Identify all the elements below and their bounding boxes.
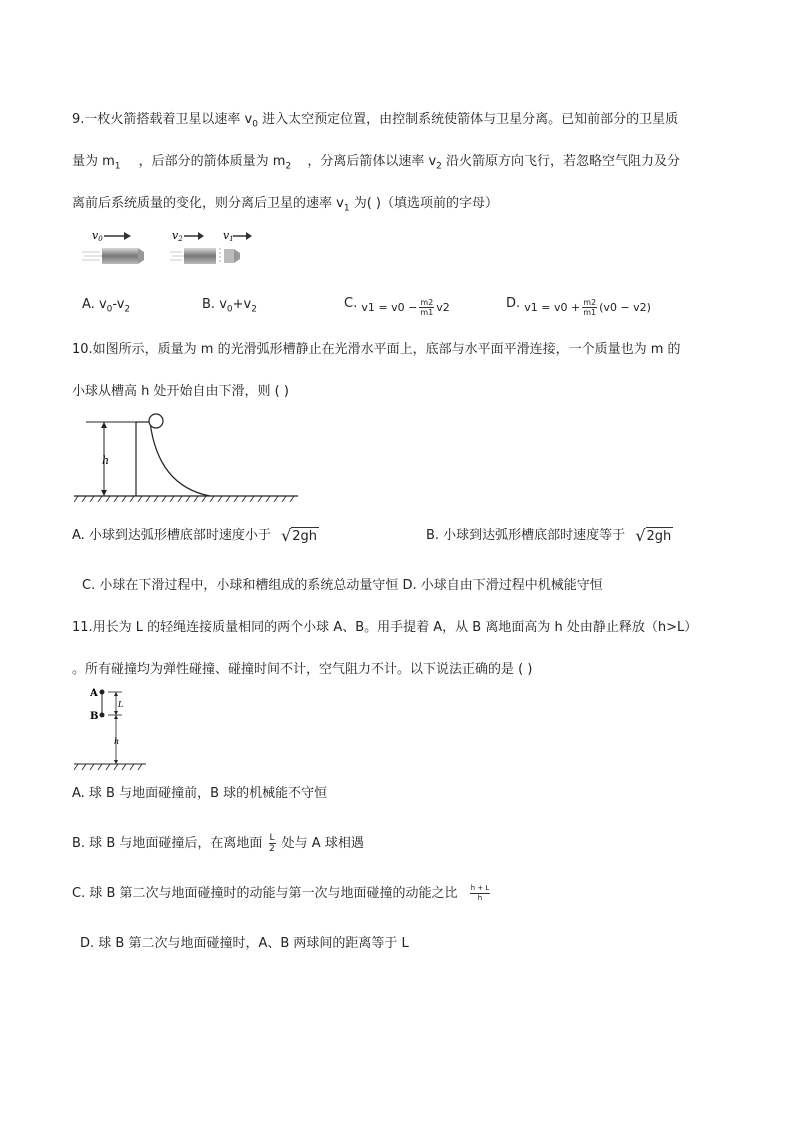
q10-option-a[interactable]: A. 小球到达弧形槽底部时速度小于 √ 2gh — [72, 526, 318, 545]
q9-line2 — [72, 150, 680, 172]
q9-rocket-figure — [78, 226, 264, 272]
q9-m1-sub: 1 — [114, 161, 121, 172]
q9-line1 — [72, 108, 678, 130]
q11-balls-figure — [74, 682, 150, 774]
q11-option-c[interactable]: C. 球 B 第二次与地面碰撞时的动能与第一次与地面碰撞的动能之比 $\frac{h + L}{h}$ — [72, 884, 490, 902]
q11-option-b[interactable]: B. 球 B 与地面碰撞后，在离地面 $\frac{L}{2}$ 处与 A 球相遇 — [72, 833, 364, 854]
rocket-before-separation — [82, 229, 144, 264]
q9-v2-sub: 2 — [436, 161, 442, 172]
q11-l-label: L — [118, 700, 124, 709]
q9-line1-text-b: 进入太空预定位置，由控制系统使箭体与卫星分离。已知前部分的卫星质 — [257, 112, 679, 127]
v1-label: v1 — [223, 229, 234, 243]
q9-line1-text-a: 9.一枚火箭搭载着卫星以速率 v — [72, 112, 253, 127]
v0-label: v0 — [92, 229, 103, 243]
v2-label: v2 — [172, 229, 183, 243]
q9-line2-text-b: ，后部分的箭体质量为 m — [138, 154, 286, 169]
q9-option-a[interactable]: A. $v_0-v_2$ — [82, 297, 131, 315]
q9-option-d[interactable]: D. $_{v1 = v0 +}$ $\frac{m2}{m1}$ $_{(v0 - v2)}$ — [506, 296, 651, 317]
q10-line1: 10.如图所示，质量为 m 的光滑弧形槽静止在光滑水平面上，底部与水平面平滑连接，一个质量也为 m 的 — [72, 342, 681, 357]
q9-line3-text-a: 离前后系统质量的变化，则分离后卫星的速率 v — [72, 196, 344, 211]
q9-v0-sub: 0 — [252, 119, 258, 130]
q11-option-d[interactable]: D. 球 B 第二次与地面碰撞时，A、B 两球间的距离等于 L — [80, 936, 409, 951]
q11-line1: 11.用长为 L 的轻绳连接质量相同的两个小球 A、B。用手提着 A，从 B 离地面高为 h 处由静止释放（h>L） — [72, 620, 698, 635]
q10-options-c-d[interactable]: C. 小球在下滑过程中，小球和槽组成的系统总动量守恒 D. 小球自由下滑过程中机械能守恒 — [82, 578, 603, 593]
q9-option-c[interactable]: C. $_{v1 = v0 -}$ $\frac{m2}{m1}$ $_{v2}$ — [344, 296, 450, 317]
q11-label-b: B — [90, 711, 99, 722]
q9-line2-text-d: 沿火箭原方向飞行，若忽略空气阻力及分 — [441, 154, 681, 169]
q9-line3-text-b: 为( )（填选项前的字母） — [349, 196, 498, 211]
q10-slope-figure — [74, 410, 302, 506]
q9-option-b[interactable]: B. $v_0+v_2$ — [202, 297, 257, 315]
q10-ball — [149, 414, 163, 428]
q11-label-a: A — [90, 688, 98, 699]
q9-line3 — [72, 192, 498, 214]
q11-option-a[interactable]: A. 球 B 与地面碰撞前，B 球的机械能不守恒 — [72, 786, 328, 801]
q9-line2-text-c: ，分离后箭体以速率 v — [307, 154, 437, 169]
q9-m2-sub: 2 — [285, 161, 292, 172]
q9-line2-text-a: 量为 m — [72, 154, 115, 169]
q9-v1-sub: 1 — [343, 203, 350, 214]
rocket-after-separation — [170, 229, 252, 264]
q10-option-b[interactable]: B. 小球到达弧形槽底部时速度等于 √ 2gh — [426, 526, 672, 545]
q11-line2: 。所有碰撞均为弹性碰撞、碰撞时间不计，空气阻力不计。以下说法正确的是 ( ) — [72, 662, 533, 677]
q10-line2: 小球从槽高 h 处开始自由下滑，则 ( ) — [72, 384, 289, 399]
q10-h-label: h — [102, 454, 110, 467]
q11-h-label: h — [114, 737, 120, 746]
